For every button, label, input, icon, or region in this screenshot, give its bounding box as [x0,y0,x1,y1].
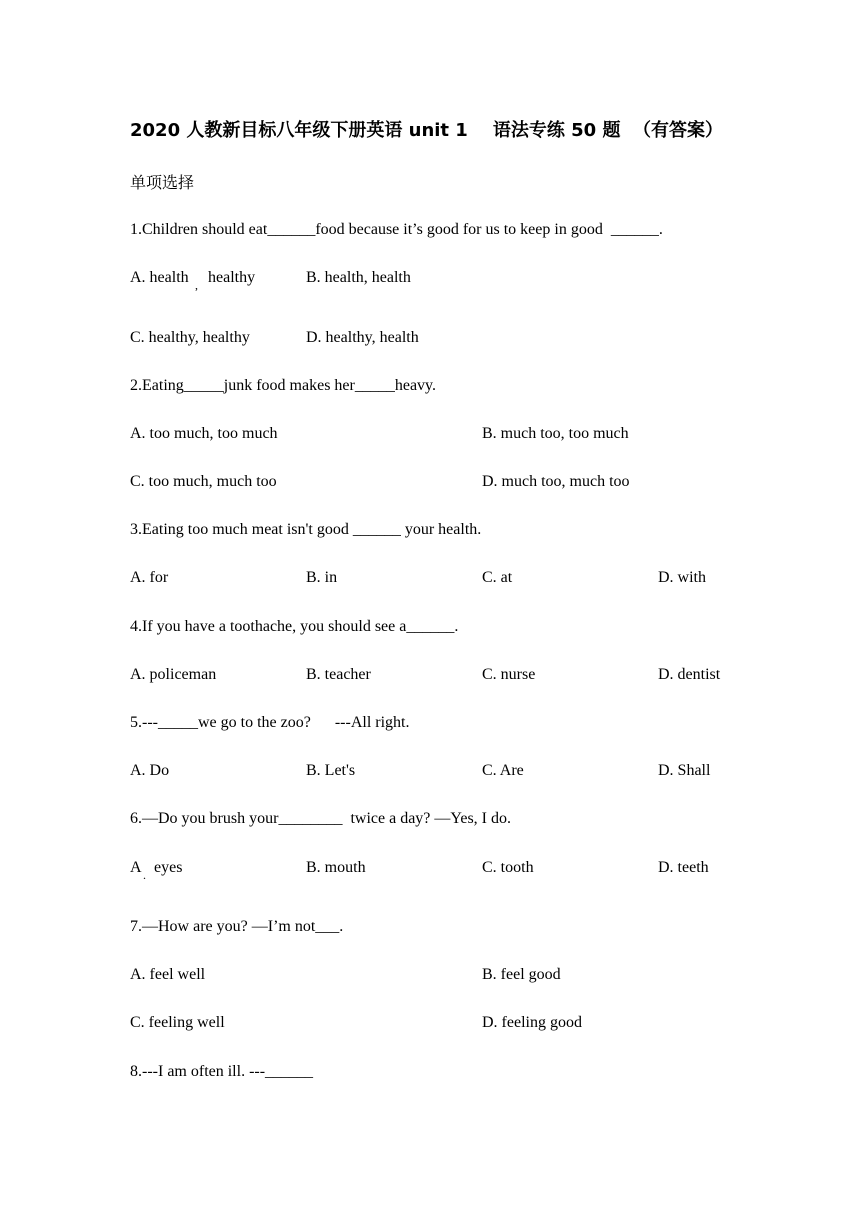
q7-option-d: D. feeling good [482,1014,582,1031]
q4-option-c: C. nurse [482,666,536,683]
question-6-stem: 6.—Do you brush your________ twice a day? —Yes, I do. [130,810,511,827]
question-7-stem: 7.—How are you? —I’m not___. [130,918,344,935]
q3-option-a: A. for [130,569,169,586]
q2-option-a: A. too much, too much [130,425,278,442]
q6-option-b: B. mouth [306,859,366,876]
q5-option-a: A. Do [130,762,170,779]
page-title: 2020 人教新目标八年级下册英语 unit 1 语法专练 50 题 （有答案） [130,120,724,141]
q2-option-b: B. much too, too much [482,425,629,442]
question-2-stem: 2.Eating_____junk food makes her_____heavy. [130,377,437,394]
q6-option-d: D. teeth [658,859,709,876]
q1-option-a-rest: healthy [208,269,256,286]
q1-option-b: B. health, health [306,269,411,286]
q1-option-c: C. healthy, healthy [130,329,250,346]
q5-option-b: B. Let's [306,762,356,779]
q3-option-b: B. in [306,569,338,586]
question-5-stem: 5.---_____we go to the zoo? ---All right. [130,714,410,731]
question-8-stem: 8.---I am often ill. ---______ [130,1063,314,1080]
question-3-stem: 3.Eating too much meat isn't good ______ your health. [130,521,482,538]
question-4-stem: 4.If you have a toothache, you should see a______. [130,618,459,635]
q4-option-d: D. dentist [658,666,721,683]
q3-option-c: C. at [482,569,513,586]
q2-option-c: C. too much, much too [130,473,277,490]
q6-option-a-dot: . [143,868,146,882]
q7-option-a: A. feel well [130,966,206,983]
q5-option-d: D. Shall [658,762,711,779]
q7-option-c: C. feeling well [130,1014,225,1031]
question-1-stem: 1.Children should eat______food because it’s good for us to keep in good ______. [130,221,663,238]
q6-option-a: A [130,859,142,876]
q1-option-a-comma: , [195,278,198,292]
q2-option-d: D. much too, much too [482,473,630,490]
q1-option-d: D. healthy, health [306,329,419,346]
q6-option-a-rest: eyes [154,859,183,876]
q7-option-b: B. feel good [482,966,561,983]
q6-option-c: C. tooth [482,859,534,876]
q5-option-c: C. Are [482,762,524,779]
q4-option-a: A. policeman [130,666,217,683]
section-heading: 单项选择 [130,173,195,192]
q1-option-a: A. health [130,269,189,286]
q4-option-b: B. teacher [306,666,371,683]
q3-option-d: D. with [658,569,706,586]
